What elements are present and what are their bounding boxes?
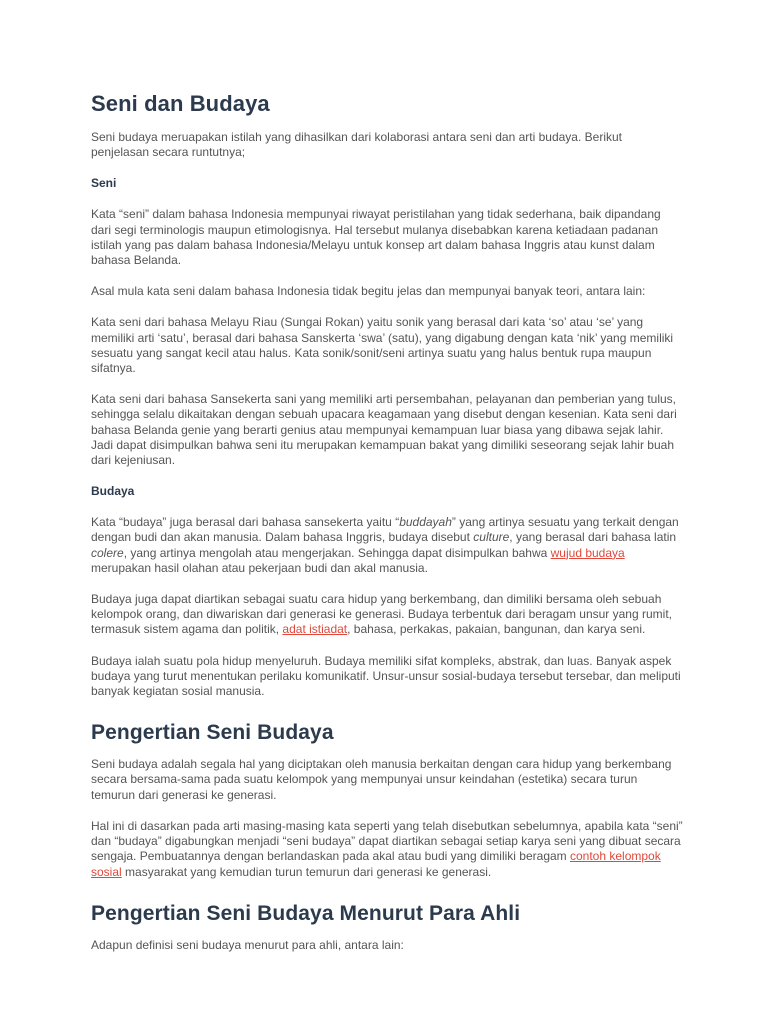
budaya-paragraph-1: Kata “budaya” juga berasal dari bahasa sansekerta yaitu “buddayah” yang artinya sesuatu yang terkait dengan dengan budi dan akan manusia. Dalam bahasa Inggris, budaya disebut culture, yang berasal dari bahasa latin colere, yang artinya mengolah atau mengerjakan. Sehingga dapat disimpulkan bahwa wujud budaya merupakan hasil olahan atau pekerjaan budi dan akal manusia. — [91, 515, 679, 575]
budaya-paragraph-2: Budaya juga dapat diartikan sebagai suatu cara hidup yang berkembang, dan dimiliki bersama oleh sebuah kelompok orang, dan diwariskan dari generasi ke generasi. Budaya terbentuk dari beragam unsur yang rumit, termasuk sistem agama dan politik, adat istiadat, bahasa, perkakas, pakaian, bangunan, dan karya seni. — [91, 592, 672, 637]
seni-paragraph-2: Asal mula kata seni dalam bahasa Indonesia tidak begitu jelas dan mempunyai banyak teori, antara lain: — [91, 284, 646, 299]
section-heading-para-ahli: Pengertian Seni Budaya Menurut Para Ahli — [91, 901, 521, 925]
seni-paragraph-4: Kata seni dari bahasa Sansekerta sani yang memiliki arti persembahan, pelayanan dan pemberian yang tulus, sehingga selalu dikaitakan dengan sebuah upacara keagamaan yang disebut dengan kesenian. Kata seni dari bahasa Belanda genie yang berarti genius atau mempunyai kemampuan luar biasa yang dibawa sejak lahir. Jadi dapat disimpulkan bahwa seni itu merupakan kemampuan bakat yang dimiliki seseorang sejak lahir buah dari kejeniusan. — [91, 392, 677, 468]
seni-paragraph-3: Kata seni dari bahasa Melayu Riau (Sungai Rokan) yaitu sonik yang berasal dari kata ‘so’ atau ‘se’ yang memiliki arti ‘satu’, berasal dari bahasa Sanskerta ‘swa’ (satu), yang digabung dengan kata ‘nik’ yang memiliki sesuatu yang sangat kecil atau halus. Kata sonik/sonit/seni artinya suatu yang halus bentuk rupa maupun sifatnya. — [91, 315, 674, 376]
para-ahli-paragraph-1: Adapun definisi seni budaya menurut para ahli, antara lain: — [91, 937, 404, 952]
link-wujud-budaya[interactable]: wujud budaya — [550, 545, 625, 560]
pengertian-paragraph-1: Seni budaya adalah segala hal yang diciptakan oleh manusia berkaitan dengan cara hidup yang berkembang secara bersama-sama pada suatu kelompok yang mempunyai unsur keindahan (estetika) secara turun temurun dari generasi ke generasi. — [91, 757, 672, 802]
budaya-paragraph-3: Budaya ialah suatu pola hidup menyeluruh. Budaya memiliki sifat kompleks, abstrak, dan luas. Banyak aspek budaya yang turut menentukan perilaku komunikatif. Unsur-unsur sosial-budaya tersebut tersebar, dan meliputi banyak kegiatan sosial manusia. — [91, 653, 681, 699]
link-contoh-kelompok-sosial[interactable]: contoh kelompok sosial — [91, 849, 661, 879]
seni-paragraph-1: Kata “seni” dalam bahasa Indonesia mempunyai riwayat peristilahan yang tidak sederhana, baik dipandang dari segi terminologis maupun etimologisnya. Hal tersebut mulanya disebabkan karena ketiadaan padanan istilah yang pas dalam bahasa Indonesia/Melayu untuk konsep art dalam bahasa Inggris atau kunst dalam bahasa Belanda. — [91, 207, 661, 268]
page-title: Seni dan Budaya — [91, 91, 270, 116]
link-adat-istiadat[interactable]: adat istiadat — [282, 622, 348, 637]
section-heading-seni: Seni — [91, 176, 117, 191]
article-content — [91, 90, 683, 969]
section-heading-budaya: Budaya — [91, 484, 135, 499]
pengertian-paragraph-2: Hal ini di dasarkan pada arti masing-masing kata seperti yang telah disebutkan sebelumnya, apabila kata “seni” dan “budaya” digabungkan menjadi “seni budaya” dapat diartikan sebagai setiap karya seni yang dibuat secara sengaja. Pembuatannya dengan berlandaskan pada akal atau budi yang dimiliki beragam contoh kelompok sosial masyarakat yang kemudian turun temurun dari generasi ke generasi. — [91, 818, 683, 879]
intro-paragraph: Seni budaya meruapakan istilah yang dihasilkan dari kolaborasi antara seni dan arti budaya. Berikut penjelasan secara runtutnya; — [91, 130, 622, 160]
section-heading-pengertian: Pengertian Seni Budaya — [91, 721, 334, 745]
